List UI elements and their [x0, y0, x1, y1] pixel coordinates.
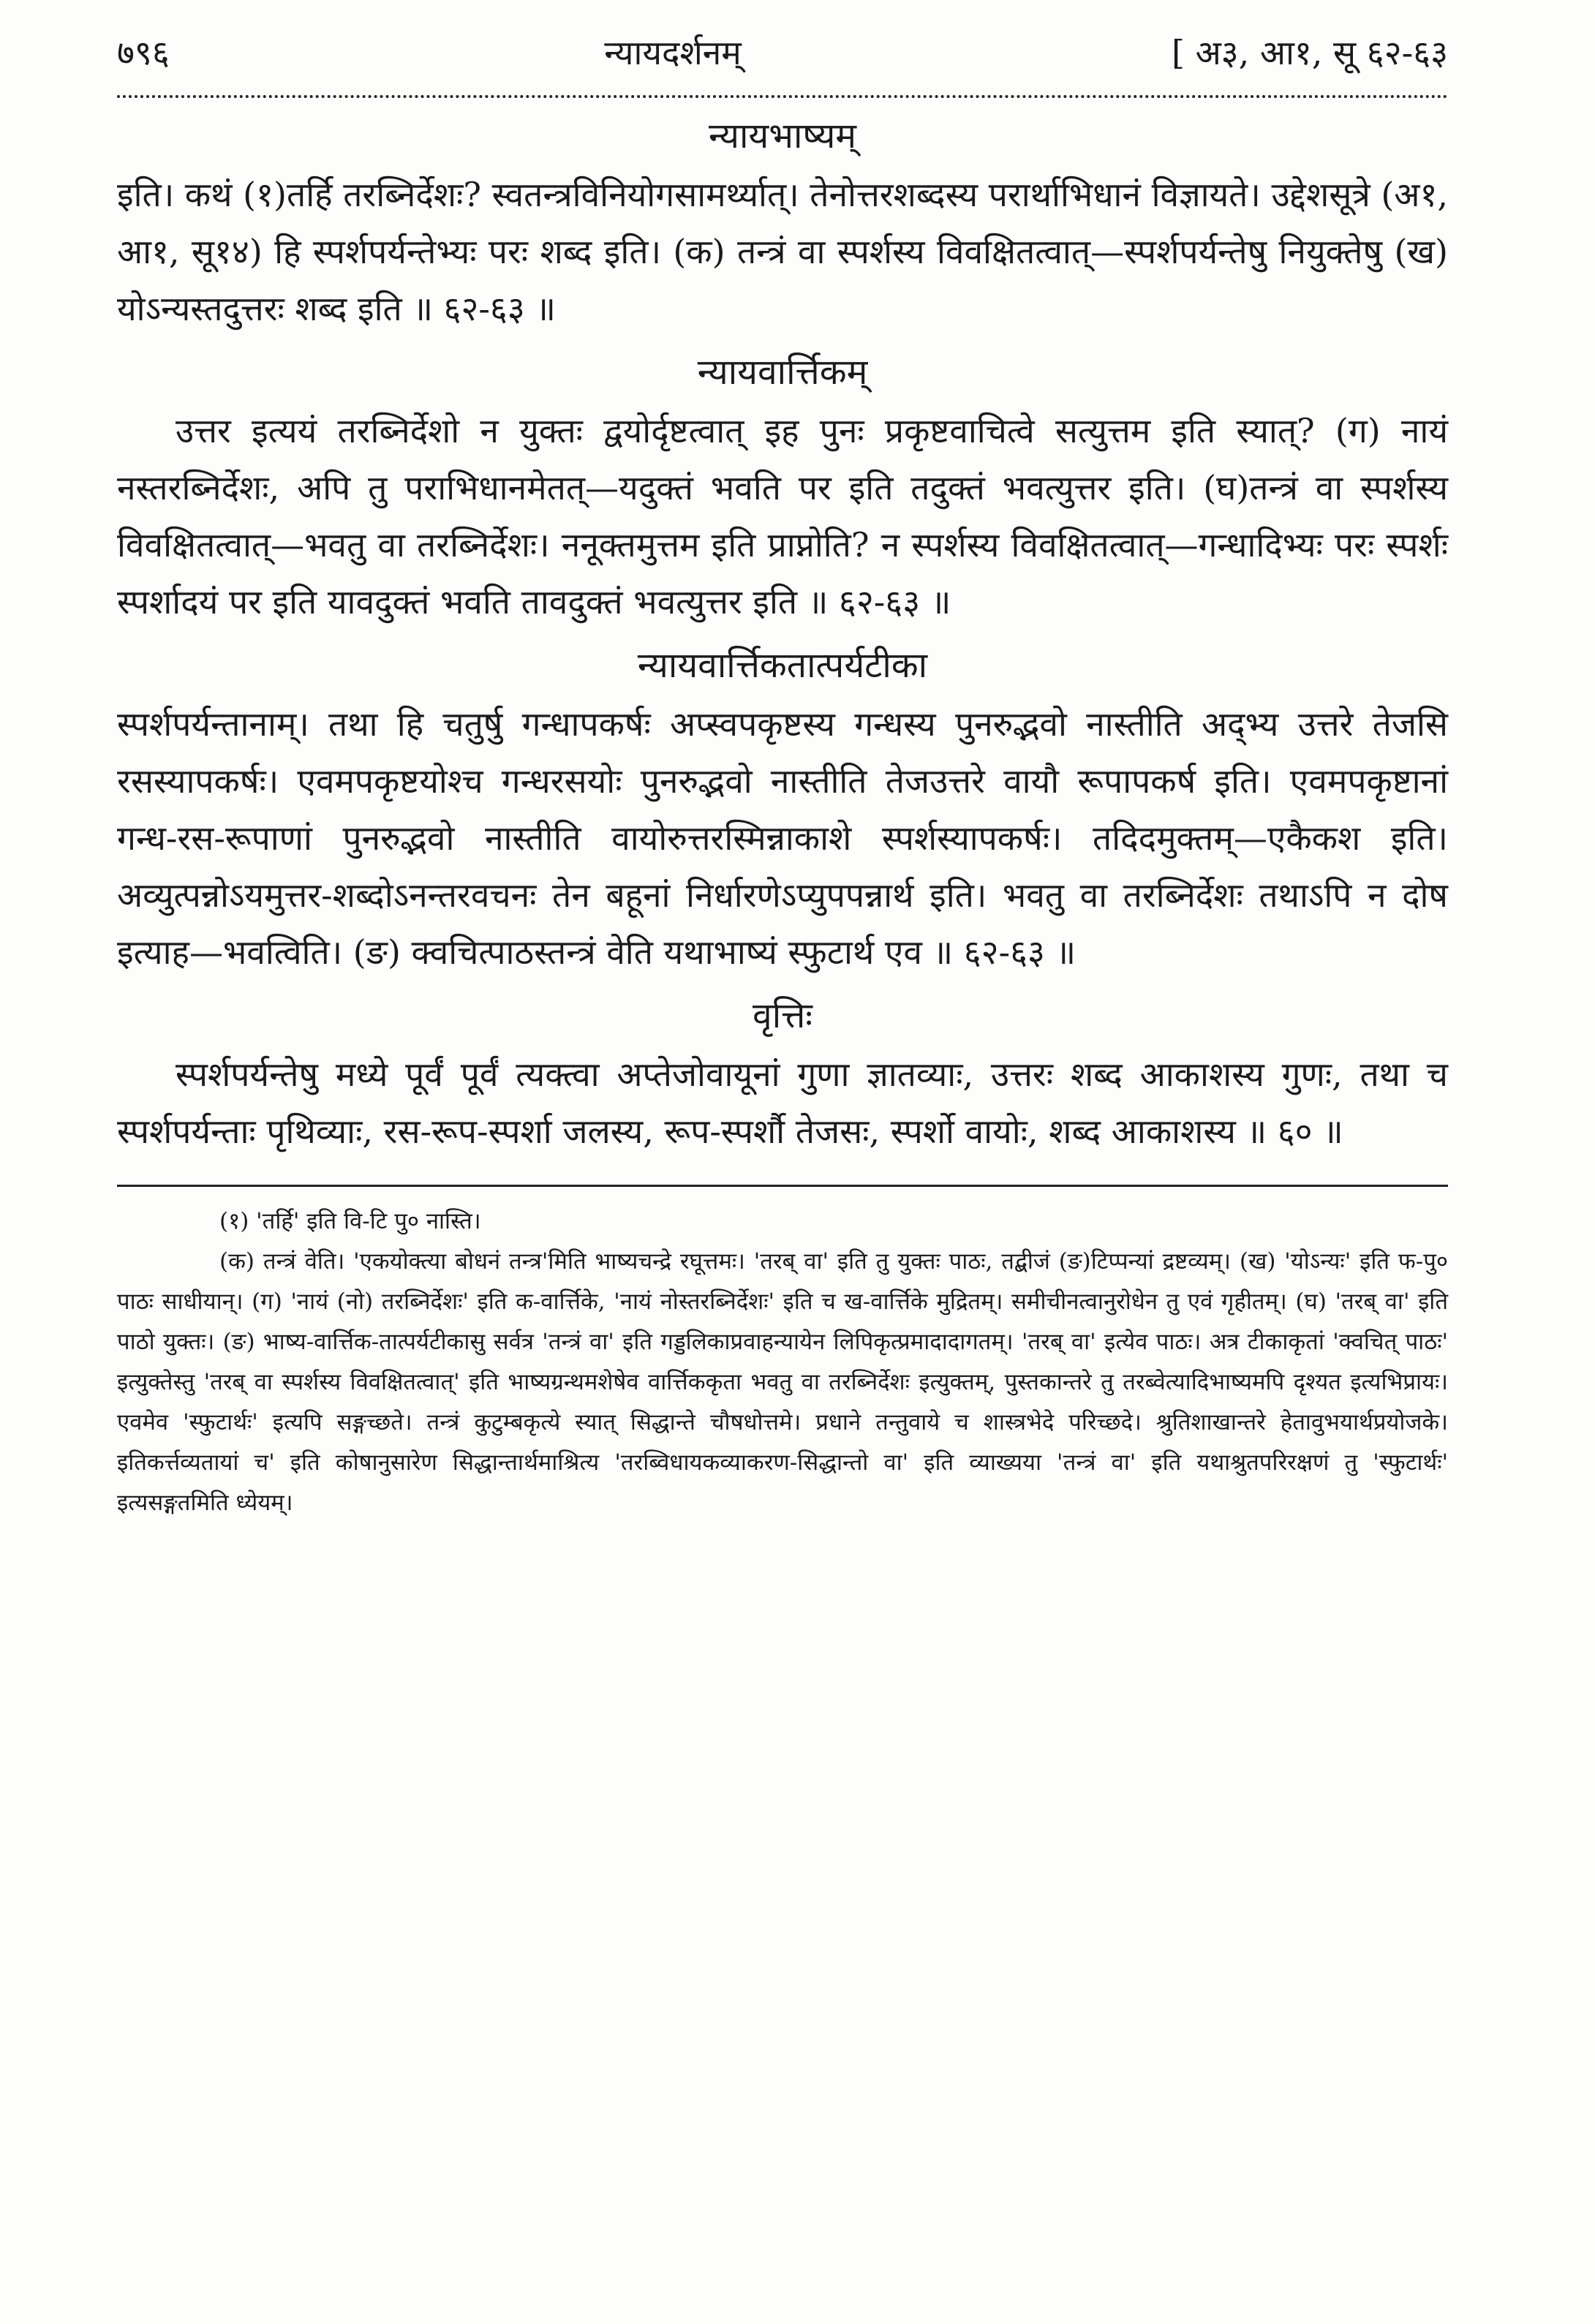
section-heading: वृत्तिः	[753, 995, 812, 1036]
footnote-divider	[117, 1185, 1448, 1187]
page-title: न्यायदर्शनम्	[604, 33, 742, 72]
section-nyayavarttika	[117, 347, 1448, 630]
footnotes	[117, 1201, 1448, 1523]
section-reference: [ अ३, आ१, सू ६२-६३	[1172, 33, 1448, 72]
section-heading: न्यायभाष्यम्	[708, 116, 857, 156]
section-vritti	[117, 991, 1448, 1160]
footnote: (क) तन्त्रं वेति। 'एकयोक्त्या बोधनं तन्त्र'मिति भाष्यचन्द्रे रघूत्तमः। 'तरब् वा' इति तु युक्तः पाठः, तद्बीजं (ङ)टिप्पन्यां द्रष्टव्यम्। (ख) 'योऽन्यः' इति फ-पु० पाठः साधीयान्। (ग) 'नायं (नो) तरब्निर्देशः' इति क-वार्त्तिके, 'नायं नोस्तरब्निर्देशः' इति च ख-वार्त्तिके मुद्रितम्। समीचीनत्वानुरोधेन तु एवं गृहीतम्। (घ) 'तरब् वा' इति पाठो युक्तः। (ङ) भाष्य-वार्त्तिक-तात्पर्यटीकासु सर्वत्र 'तन्त्रं वा' इति गड्डलिकाप्रवाहन्यायेन लिपिकृत्प्रमादादागतम्। 'तरब् वा' इत्येव पाठः। अत्र टीकाकृतां 'क्वचित् पाठः' इत्युक्तेस्तु 'तरब् वा स्पर्शस्य विवक्षितत्वात्' इति भाष्यग्रन्थमशेषेव वार्त्तिककृता भवतु वा तरब्निर्देशः इत्युक्तम्, पुस्तकान्तरे तु तरब्वेत्यादिभाष्यमपि दृश्यत इत्यभिप्रायः। एवमेव 'स्फुटार्थः' इत्यपि सङ्गच्छते। तन्त्रं कुटुम्बकृत्ये स्यात् सिद्धान्ते चौषधोत्तमे। प्रधाने तन्तुवाये च शास्त्रभेदे परिच्छदे। श्रुतिशाखान्तरे हेतावुभयार्थप्रयोजके। इतिकर्त्तव्यतायां च' इति कोषानुसारेण सिद्धान्तार्थमाश्रित्य 'तरब्विधायकव्याकरण-सिद्धान्तो वा' इति व्याख्यया 'तन्त्रं वा' इति यथाश्रुतपरिरक्षणं तु 'स्फुटार्थः' इत्यसङ्गतमिति ध्येयम्।	[117, 1248, 1448, 1516]
section-nyayabhashya	[117, 111, 1448, 337]
header-divider	[117, 85, 1448, 98]
footnote: (१) 'तर्हि' इति वि-टि पु० नास्ति।	[219, 1208, 481, 1234]
section-text: स्पर्शपर्यन्तानाम्। तथा हि चतुर्षु गन्धापकर्षः अप्स्वपकृष्टस्य गन्धस्य पुनरुद्भवो नास्तीति अद्भ्य उत्तरे तेजसि रसस्यापकर्षः। एवमपकृष्टयोश्च गन्धरसयोः पुनरुद्भवो नास्तीति तेजउत्तरे वायौ रूपापकर्ष इति। एवमपकृष्टानां गन्ध-रस-रूपाणां पुनरुद्भवो नास्तीति वायोरुत्तरस्मिन्नाकाशे स्पर्शस्यापकर्षः। तदिदमुक्तम्—एकैकश इति। अव्युत्पन्नोऽयमुत्तर-शब्दोऽनन्तरवचनः तेन बहूनां निर्धारणेऽप्युपपन्नार्थ इति। भवतु वा तरब्निर्देशः तथाऽपि न दोष इत्याह—भवत्विति। (ङ) क्वचित्पाठस्तन्त्रं वेति यथाभाष्यं स्फुटार्थ एव ॥ ६२-६३ ॥	[117, 704, 1448, 972]
page-number: ७९६	[117, 33, 170, 72]
section-heading: न्यायवार्त्तिकम्	[697, 352, 868, 393]
running-header	[117, 29, 1448, 80]
section-text: स्पर्शपर्यन्तेषु मध्ये पूर्वं पूर्वं त्यक्त्वा अप्तेजोवायूनां गुणा ज्ञातव्याः, उत्तरः शब्द आकाशस्य गुणः, तथा च स्पर्शपर्यन्ताः पृथिव्याः, रस-रूप-स्पर्शा जलस्य, रूप-स्पर्शौ तेजसः, स्पर्शो वायोः, शब्द आकाशस्य ॥ ६० ॥	[117, 1055, 1448, 1151]
section-tatparyatika	[117, 641, 1448, 981]
section-text: उत्तर इत्ययं तरब्निर्देशो न युक्तः द्वयोर्दृष्टत्वात् इह पुनः प्रकृष्टवाचित्वे सत्युत्तम इति स्यात्? (ग) नायं नस्तरब्निर्देशः, अपि तु पराभिधानमेतत्—यदुक्तं भवति पर इति तदुक्तं भवत्युत्तर इति। (घ)तन्त्रं वा स्पर्शस्य विवक्षितत्वात्—भवतु वा तरब्निर्देशः। ननूक्तमुत्तम इति प्राप्नोति? न स्पर्शस्य विवक्षितत्वात्—गन्धादिभ्यः परः स्पर्शः स्पर्शादयं पर इति यावदुक्तं भवति तावदुक्तं भवत्युत्तर इति ॥ ६२-६३ ॥	[117, 411, 1448, 622]
page	[117, 29, 1448, 1523]
section-heading: न्यायवार्त्तिकतात्पर्यटीका	[637, 645, 928, 686]
section-text: इति। कथं (१)तर्हि तरब्निर्देशः? स्वतन्त्रविनियोगसामर्थ्यात्। तेनोत्तरशब्दस्य परार्थाभिधानं विज्ञायते। उद्देशसूत्रे (अ१, आ१, सू१४) हि स्पर्शपर्यन्तेभ्यः परः शब्द इति। (क) तन्त्रं वा स्पर्शस्य विवक्षितत्वात्—स्पर्शपर्यन्तेषु नियुक्तेषु (ख) योऽन्यस्तदुत्तरः शब्द इति ॥ ६२-६३ ॥	[117, 175, 1448, 328]
